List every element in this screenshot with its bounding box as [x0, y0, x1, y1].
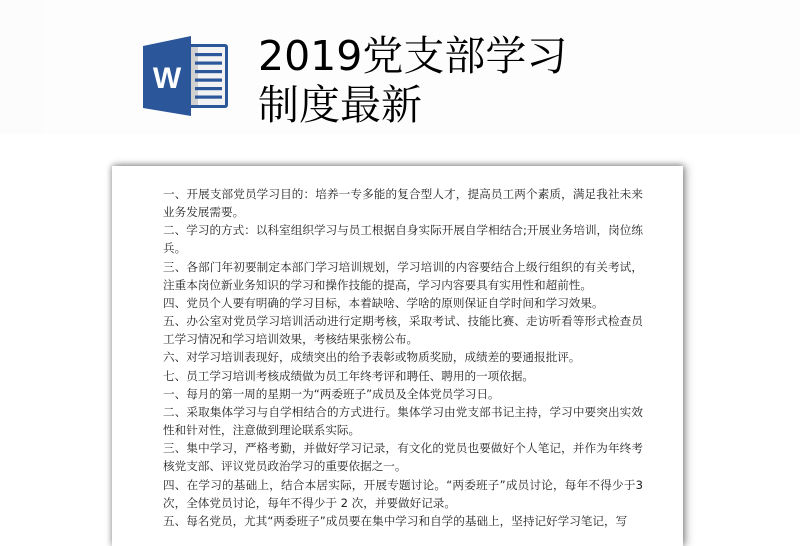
paragraph: 七、员工学习培训考核成绩做为员工年终考评和聘任、聘用的一项依据。	[163, 368, 535, 383]
title-line-1: 2019党支部学习	[258, 32, 568, 80]
paragraph: 二、采取集体学习与自学相结合的方式进行。集体学习由党支部书记主持，学习中要突出实效性和针对性，注意做到理论联系实际。	[163, 404, 643, 438]
paragraph: 一、每月的第一周的星期一为“两委班子”成员及全体党员学习日。	[163, 386, 500, 401]
paragraph: 三、各部门年初要制定本部门学习培训规划，学习培训的内容要结合上级行组织的有关考试，注重本岗位新业务知识的学习和操作技能的提高，学习内容要具有实用性和超前性。	[163, 259, 643, 292]
paragraph: 五、每名党员，尤其“两委班子”成员要在集中学习和自学的基础上，坚持记好学习笔记，写	[163, 513, 628, 528]
document-page	[112, 166, 683, 546]
paragraph: 二、学习的方式：以科室组织学习与员工根据自身实际开展自学相结合;开展业务培训，岗位练兵。	[163, 223, 643, 256]
paragraph: 四、在学习的基础上，结合本居实际，开展专题讨论。“两委班子”成员讨论，每年不得少于3 次，全体党员讨论，每年不得少于 2 次，并要做好记录。	[163, 477, 643, 510]
svg-text:W: W	[152, 62, 182, 95]
paragraph: 五、办公室对党员学习培训活动进行定期考核，采取考试、技能比赛、走访听看等形式检查员工学习情况和学习培训效果，考核结果张榜公布。	[163, 314, 643, 347]
paragraph: 三、集中学习，严格考勤，并做好学习记录，有文化的党员也要做好个人笔记，并作为年终考核党支部、评议党员政治学习的重要依据之一。	[163, 441, 643, 474]
document-body	[163, 185, 643, 530]
paragraph: 六、对学习培训表现好，成绩突出的给予表彰或物质奖励，成绩差的要通报批评。	[163, 350, 581, 365]
word-document-icon	[143, 36, 229, 116]
document-title	[258, 32, 618, 130]
paragraph: 一、开展支部党员学习目的：培养一专多能的复合型人才，提高员工两个素质，满足我社未来业务发展需要。	[163, 187, 643, 220]
title-line-2: 制度最新	[258, 81, 422, 129]
paragraph: 四、党员个人要有明确的学习目标，本着缺啥、学啥的原则保证自学时间和学习效果。	[163, 295, 604, 310]
